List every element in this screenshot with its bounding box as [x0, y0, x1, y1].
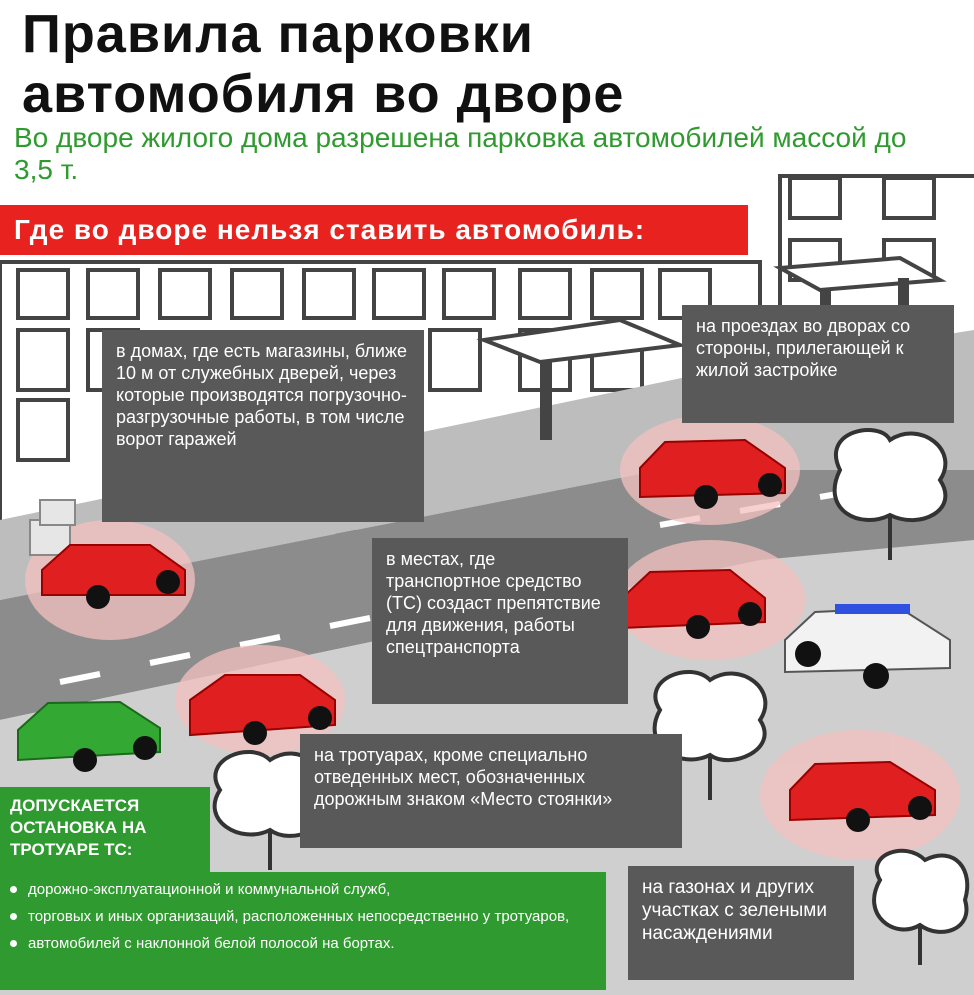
list-item: [8, 880, 596, 899]
list-item-text: торговых и иных организаций, расположенных непосредственно у тротуаров,: [28, 908, 570, 925]
callout-lawns: на газонах и других участках с зелеными насаждениями: [628, 866, 854, 980]
list-item: [8, 907, 596, 926]
allowed-panel: [0, 872, 606, 990]
list-item-text: автомобилей с наклонной белой полосой на бортах.: [28, 935, 395, 952]
allowed-heading: ДОПУСКАЕТСЯ ОСТАНОВКА НА ТРОТУАРЕ ТС:: [0, 787, 210, 873]
bullet-icon: [10, 913, 17, 920]
callout-shops: в домах, где есть магазины, ближе 10 м от служебных дверей, через которые производятся погрузочно-разгрузочные работы, в том числе ворот гаражей: [102, 330, 424, 522]
list-item: [8, 934, 596, 953]
prohibited-banner: Где во дворе нельзя ставить автомобиль:: [0, 205, 748, 255]
callout-driveways: на проездах во дворах со стороны, прилегающей к жилой застройке: [682, 305, 954, 423]
callout-sidewalks: на тротуарах, кроме специально отведенных мест, обозначенных дорожным знаком «Место стоянки»: [300, 734, 682, 848]
allowed-list: [8, 880, 596, 953]
callout-obstacle: в местах, где транспортное средство (ТС) создаст препятствие для движения, работы спецтранспорта: [372, 538, 628, 704]
bullet-icon: [10, 940, 17, 947]
page-title: Правила парковки автомобиля во дворе: [22, 4, 625, 124]
bullet-icon: [10, 886, 17, 893]
subtitle: Во дворе жилого дома разрешена парковка автомобилей массой до 3,5 т.: [14, 122, 907, 185]
list-item-text: дорожно-эксплуатационной и коммунальной служб,: [28, 881, 391, 898]
